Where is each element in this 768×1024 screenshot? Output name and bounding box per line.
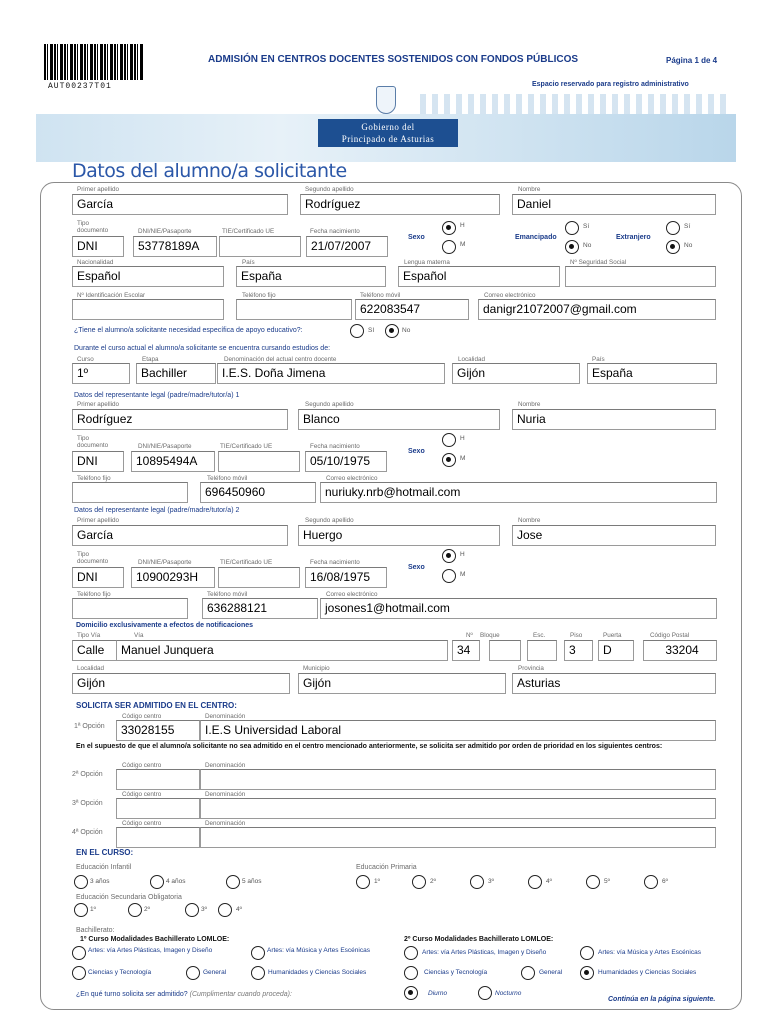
rep2-tel-movil-field[interactable]: 636288121 bbox=[202, 598, 318, 619]
label-bach2-general: General bbox=[539, 969, 563, 976]
dom-cp-field[interactable]: 33204 bbox=[643, 640, 717, 661]
label-h: H bbox=[460, 551, 465, 558]
label-email: Correo electrónico bbox=[326, 591, 378, 598]
apoyo-si-radio[interactable] bbox=[350, 324, 364, 338]
label-localidad: Localidad bbox=[458, 356, 485, 363]
label-tel-movil: Teléfono móvil bbox=[207, 591, 248, 598]
eso-4-radio[interactable] bbox=[218, 903, 232, 917]
label-opcion-2: 2ª Opción bbox=[72, 771, 103, 778]
label-primaria-3: 3º bbox=[488, 878, 494, 885]
primaria-4-radio[interactable] bbox=[528, 875, 542, 889]
alumno-nss-field[interactable] bbox=[565, 266, 716, 287]
extranjero-no-radio[interactable] bbox=[666, 240, 680, 254]
alumno-etapa-field[interactable]: Bachiller bbox=[136, 363, 216, 384]
bach1-artes-musica-radio[interactable] bbox=[251, 946, 265, 960]
label-bach2-ciencias: Ciencias y Tecnología bbox=[424, 969, 488, 976]
op3-codigo-field[interactable] bbox=[116, 798, 200, 819]
rep1-fecha-nac-field[interactable]: 05/10/1975 bbox=[305, 451, 387, 472]
alumno-pais-field[interactable]: España bbox=[236, 266, 386, 287]
label-localidad: Localidad bbox=[77, 665, 104, 672]
rep2-email-field[interactable]: josones1@hotmail.com bbox=[320, 598, 717, 619]
rep1-tel-movil-field[interactable]: 696450960 bbox=[200, 482, 316, 503]
label-cp: Código Postal bbox=[650, 632, 690, 639]
label-tipo-doc: Tipo documento bbox=[77, 220, 109, 234]
label-nacionalidad: Nacionalidad bbox=[77, 259, 114, 266]
rep1-dni-field[interactable]: 10895494A bbox=[131, 451, 215, 472]
label-via: Vía bbox=[134, 632, 144, 639]
label-email: Correo electrónico bbox=[484, 292, 536, 299]
label-h: H bbox=[460, 222, 465, 229]
label-m: M bbox=[460, 455, 466, 462]
label-sexo: Sexo bbox=[408, 234, 425, 241]
alumno-email-field[interactable]: danigr21072007@gmail.com bbox=[478, 299, 716, 320]
alumno-pais-estudios-field[interactable]: España bbox=[587, 363, 717, 384]
label-bach1: 1º Curso Modalidades Bachillerato LOMLOE: bbox=[80, 936, 230, 943]
rep2-heading: Datos del representante legal (padre/madre/tutor/a) 2 bbox=[74, 507, 240, 514]
label-puerta: Puerta bbox=[603, 632, 622, 639]
label-tipo-doc: Tipo documento bbox=[77, 551, 109, 565]
curso-heading: EN EL CURSO: bbox=[76, 848, 134, 857]
label-bach1-humanidades: Humanidades y Ciencias Sociales bbox=[268, 969, 367, 976]
label-dni: DNI/NIE/Pasaporte bbox=[138, 559, 192, 566]
label-eso-1: 1º bbox=[90, 906, 96, 913]
label-primaria-5: 5º bbox=[604, 878, 610, 885]
label-tel-movil: Teléfono móvil bbox=[207, 475, 248, 482]
rep1-email-field[interactable]: nuriuky.nrb@hotmail.com bbox=[320, 482, 717, 503]
gov-line-1: Gobierno del bbox=[361, 122, 415, 132]
label-primaria-4: 4º bbox=[546, 878, 552, 885]
infantil-4-radio[interactable] bbox=[150, 875, 164, 889]
alumno-dni-field[interactable]: 53778189A bbox=[133, 236, 217, 257]
label-pais: País bbox=[242, 259, 255, 266]
page-number: Página 1 de 4 bbox=[666, 56, 718, 65]
label-si: Sí bbox=[583, 223, 590, 230]
section-title: Datos del alumno/a solicitante bbox=[72, 160, 347, 182]
bach1-general-radio[interactable] bbox=[186, 966, 200, 980]
turno-question bbox=[76, 991, 292, 998]
label-denominacion: Denominación bbox=[205, 820, 246, 827]
bach2-artes-plasticas-radio[interactable] bbox=[404, 946, 418, 960]
rep1-heading: Datos del representante legal (padre/madre/tutor/a) 1 bbox=[74, 392, 240, 399]
emancipado-no-radio[interactable] bbox=[565, 240, 579, 254]
rep2-sexo-m-radio[interactable] bbox=[442, 569, 456, 583]
rep2-tie-field[interactable] bbox=[218, 567, 300, 588]
label-eso-4: 4º bbox=[236, 906, 242, 913]
op4-denominacion-field[interactable] bbox=[200, 827, 716, 848]
label-segundo-apellido: Segundo apellido bbox=[305, 517, 354, 524]
label-tipo-via: Tipo Vía bbox=[77, 632, 101, 639]
label-bloque: Bloque bbox=[480, 632, 500, 639]
label-eso-3: 3º bbox=[201, 906, 207, 913]
crest-icon bbox=[376, 86, 396, 114]
eso-2-radio[interactable] bbox=[128, 903, 142, 917]
label-curso: Curso bbox=[77, 356, 94, 363]
document-title: ADMISIÓN EN CENTROS DOCENTES SOSTENIDOS CON FONDOS PÚBLICOS bbox=[208, 54, 579, 65]
dom-municipio-field[interactable]: Gijón bbox=[298, 673, 506, 694]
label-nocturno: Nocturno bbox=[495, 990, 522, 997]
eso-3-radio[interactable] bbox=[185, 903, 199, 917]
label-nie-escolar: Nº Identificación Escolar bbox=[77, 292, 146, 299]
apoyo-question: ¿Tiene el alumno/a solicitante necesidad específica de apoyo educativo?: bbox=[74, 327, 303, 334]
label-ed-primaria: Educación Primaria bbox=[356, 864, 417, 871]
op1-codigo-field[interactable]: 33028155 bbox=[116, 720, 200, 741]
turno-question-text: ¿En qué turno solicita ser admitido? bbox=[76, 991, 188, 998]
label-tie: TIE/Certificado UE bbox=[220, 443, 273, 450]
rep2-fecha-nac-field[interactable]: 16/08/1975 bbox=[305, 567, 387, 588]
label-bach2-artes-musica: Artes: vía Música y Artes Escénicas bbox=[598, 949, 701, 956]
extranjero-si-radio[interactable] bbox=[666, 221, 680, 235]
op4-codigo-field[interactable] bbox=[116, 827, 200, 848]
alumno-sexo-h-radio[interactable] bbox=[442, 221, 456, 235]
label-nss: Nº Seguridad Social bbox=[570, 259, 627, 266]
label-bach1-general: General bbox=[203, 969, 227, 976]
rep2-tipo-doc-field[interactable]: DNI bbox=[72, 567, 124, 588]
supuesto-text: En el supuesto de que el alumno/a solicitante no sea admitido en el centro mencionado anteriormente, se solicita ser admitido por orden de prioridad en los siguientes centros: bbox=[76, 743, 663, 750]
label-primaria-2: 2º bbox=[430, 878, 436, 885]
label-opcion-4: 4ª Opción bbox=[72, 829, 103, 836]
government-logo bbox=[318, 119, 458, 147]
infantil-5-radio[interactable] bbox=[226, 875, 240, 889]
dom-puerta-field[interactable]: D bbox=[598, 640, 634, 661]
label-fecha-nac: Fecha nacimiento bbox=[310, 228, 360, 235]
label-bach1-artes-musica: Artes: vía Música y Artes Escénicas bbox=[267, 947, 370, 954]
alumno-fecha-nac-field[interactable]: 21/07/2007 bbox=[306, 236, 388, 257]
alumno-tipo-doc-field[interactable]: DNI bbox=[72, 236, 124, 257]
alumno-tel-fijo-field[interactable] bbox=[236, 299, 352, 320]
label-ed-eso: Educación Secundaria Obligatoria bbox=[76, 894, 182, 901]
label-opcion-3: 3ª Opción bbox=[72, 800, 103, 807]
alumno-tel-movil-field[interactable]: 622083547 bbox=[355, 299, 469, 320]
label-fecha-nac: Fecha nacimiento bbox=[310, 443, 360, 450]
rep1-segundo-apellido-field[interactable]: Blanco bbox=[298, 409, 500, 430]
primaria-6-radio[interactable] bbox=[644, 875, 658, 889]
rep2-primer-apellido-field[interactable]: García bbox=[72, 525, 288, 546]
label-denominacion: Denominación bbox=[205, 713, 246, 720]
label-si: Sí bbox=[684, 223, 691, 230]
label-emancipado: Emancipado bbox=[515, 234, 557, 241]
apoyo-no-radio[interactable] bbox=[385, 324, 399, 338]
label-denominacion: Denominación bbox=[205, 791, 246, 798]
label-primer-apellido: Primer apellido bbox=[77, 401, 119, 408]
turno-diurno-radio[interactable] bbox=[404, 986, 418, 1000]
label-ed-infantil: Educación Infantil bbox=[76, 864, 132, 871]
alumno-centro-field[interactable]: I.E.S. Doña Jimena bbox=[217, 363, 445, 384]
label-sexo: Sexo bbox=[408, 564, 425, 571]
primaria-5-radio[interactable] bbox=[586, 875, 600, 889]
label-etapa: Etapa bbox=[142, 356, 159, 363]
label-m: M bbox=[460, 241, 466, 248]
label-bach2-humanidades: Humanidades y Ciencias Sociales bbox=[598, 969, 697, 976]
label-tel-fijo: Teléfono fijo bbox=[77, 591, 111, 598]
label-opcion-1: 1ª Opción bbox=[74, 723, 105, 730]
alumno-nombre-field[interactable]: Daniel bbox=[512, 194, 716, 215]
alumno-primer-apellido-field[interactable]: García bbox=[72, 194, 288, 215]
rep1-primer-apellido-field[interactable]: Rodríguez bbox=[72, 409, 288, 430]
dom-esc-field[interactable] bbox=[527, 640, 557, 661]
label-primer-apellido: Primer apellido bbox=[77, 186, 119, 193]
label-segundo-apellido: Segundo apellido bbox=[305, 401, 354, 408]
label-codigo-centro: Código centro bbox=[122, 820, 162, 827]
dom-piso-field[interactable]: 3 bbox=[564, 640, 593, 661]
label-eso-2: 2º bbox=[144, 906, 150, 913]
rep1-tipo-doc-field[interactable]: DNI bbox=[72, 451, 124, 472]
label-email: Correo electrónico bbox=[326, 475, 378, 482]
label-tie: TIE/Certificado UE bbox=[220, 559, 273, 566]
solicita-heading: SOLICITA SER ADMITIDO EN EL CENTRO: bbox=[76, 701, 237, 710]
rep2-dni-field[interactable]: 10900293H bbox=[131, 567, 215, 588]
bach1-artes-plasticas-radio[interactable] bbox=[72, 946, 86, 960]
label-dni: DNI/NIE/Pasaporte bbox=[138, 228, 192, 235]
label-bach2: 2º Curso Modalidades Bachillerato LOMLOE: bbox=[404, 936, 554, 943]
infantil-3-radio[interactable] bbox=[74, 875, 88, 889]
label-primer-apellido: Primer apellido bbox=[77, 517, 119, 524]
alumno-curso-field[interactable]: 1º bbox=[72, 363, 130, 384]
alumno-tie-field[interactable] bbox=[219, 236, 301, 257]
label-sexo: Sexo bbox=[408, 448, 425, 455]
label-tel-fijo: Teléfono fijo bbox=[77, 475, 111, 482]
primaria-1-radio[interactable] bbox=[356, 875, 370, 889]
label-esc: Esc. bbox=[533, 632, 546, 639]
label-bach1-artes-plasticas: Artes: vía Artes Plásticas, Imagen y Diseño bbox=[88, 947, 213, 954]
rep2-tel-fijo-field[interactable] bbox=[72, 598, 188, 619]
emancipado-si-radio[interactable] bbox=[565, 221, 579, 235]
dom-provincia-field[interactable]: Asturias bbox=[512, 673, 716, 694]
alumno-nacionalidad-field[interactable]: Español bbox=[72, 266, 224, 287]
label-infantil-3: 3 años bbox=[90, 878, 110, 885]
dom-localidad-field[interactable]: Gijón bbox=[72, 673, 290, 694]
label-h: H bbox=[460, 435, 465, 442]
rep2-nombre-field[interactable]: Jose bbox=[512, 525, 716, 546]
dom-tipo-via-field[interactable]: Calle bbox=[72, 640, 128, 661]
primaria-3-radio[interactable] bbox=[470, 875, 484, 889]
label-piso: Piso bbox=[570, 632, 583, 639]
barcode-text: AUT00237T01 bbox=[48, 82, 112, 91]
continua-text: Continúa en la página siguiente. bbox=[608, 996, 716, 1003]
rep2-sexo-h-radio[interactable] bbox=[442, 549, 456, 563]
bach1-humanidades-radio[interactable] bbox=[251, 966, 265, 980]
bach1-ciencias-radio[interactable] bbox=[72, 966, 86, 980]
label-tie: TIE/Certificado UE bbox=[222, 228, 275, 235]
op3-denominacion-field[interactable] bbox=[200, 798, 716, 819]
label-no: No bbox=[684, 242, 693, 249]
label-primaria-1: 1º bbox=[374, 878, 380, 885]
label-tel-fijo: Teléfono fijo bbox=[242, 292, 276, 299]
dom-num-field[interactable]: 34 bbox=[452, 640, 480, 661]
label-tel-movil: Teléfono móvil bbox=[360, 292, 401, 299]
rep1-tel-fijo-field[interactable] bbox=[72, 482, 188, 503]
label-dni: DNI/NIE/Pasaporte bbox=[138, 443, 192, 450]
label-m: M bbox=[460, 571, 466, 578]
label-num: Nº bbox=[466, 632, 473, 639]
label-no: No bbox=[402, 327, 411, 334]
label-codigo-centro: Código centro bbox=[122, 713, 162, 720]
label-pais-estudios: País bbox=[592, 356, 605, 363]
eso-1-radio[interactable] bbox=[74, 903, 88, 917]
label-infantil-4: 4 años bbox=[166, 878, 186, 885]
label-extranjero: Extranjero bbox=[616, 234, 651, 241]
rep2-segundo-apellido-field[interactable]: Huergo bbox=[298, 525, 500, 546]
alumno-sexo-m-radio[interactable] bbox=[442, 240, 456, 254]
label-municipio: Municipio bbox=[303, 665, 330, 672]
label-bach2-artes-plasticas: Artes: vía Artes Plásticas, Imagen y Diseño bbox=[422, 949, 547, 956]
bach2-general-radio[interactable] bbox=[521, 966, 535, 980]
label-diurno: Diurno bbox=[428, 990, 448, 997]
label-si2: SI bbox=[368, 327, 375, 334]
alumno-localidad-field[interactable]: Gijón bbox=[452, 363, 580, 384]
label-tipo-doc: Tipo documento bbox=[77, 435, 109, 449]
rep1-nombre-field[interactable]: Nuria bbox=[512, 409, 716, 430]
label-fecha-nac: Fecha nacimiento bbox=[310, 559, 360, 566]
rep1-sexo-m-radio[interactable] bbox=[442, 453, 456, 467]
label-bachillerato: Bachillerato: bbox=[76, 927, 115, 934]
dom-via-field[interactable]: Manuel Junquera bbox=[116, 640, 448, 661]
turno-note: (Cumplimentar cuando proceda): bbox=[189, 991, 292, 998]
label-provincia: Provincia bbox=[518, 665, 544, 672]
barcode bbox=[44, 44, 144, 80]
label-denominacion: Denominación bbox=[205, 762, 246, 769]
label-denom-centro: Denominación del actual centro docente bbox=[224, 356, 337, 363]
label-bach1-ciencias: Ciencias y Tecnología bbox=[88, 969, 152, 976]
op2-denominacion-field[interactable] bbox=[200, 769, 716, 790]
label-lengua: Lengua materna bbox=[404, 259, 450, 266]
rep1-sexo-h-radio[interactable] bbox=[442, 433, 456, 447]
op1-denominacion-field[interactable]: I.E.S Universidad Laboral bbox=[200, 720, 716, 741]
rep1-tie-field[interactable] bbox=[218, 451, 300, 472]
alumno-segundo-apellido-field[interactable]: Rodríguez bbox=[300, 194, 500, 215]
alumno-lengua-field[interactable]: Español bbox=[398, 266, 560, 287]
alumno-nie-escolar-field[interactable] bbox=[72, 299, 224, 320]
bach2-ciencias-radio[interactable] bbox=[404, 966, 418, 980]
gov-line-2: Principado de Asturias bbox=[341, 134, 435, 144]
label-segundo-apellido: Segundo apellido bbox=[305, 186, 354, 193]
label-codigo-centro: Código centro bbox=[122, 791, 162, 798]
label-infantil-5: 5 años bbox=[242, 878, 262, 885]
op2-codigo-field[interactable] bbox=[116, 769, 200, 790]
label-nombre: Nombre bbox=[518, 186, 541, 193]
estudios-heading: Durante el curso actual el alumno/a solicitante se encuentra cursando estudios de: bbox=[74, 345, 331, 352]
registry-reserved-label: Espacio reservado para registro administrativo bbox=[532, 81, 689, 88]
domicilio-heading: Domicilio exclusivamente a efectos de notificaciones bbox=[76, 622, 254, 629]
bach2-humanidades-radio[interactable] bbox=[580, 966, 594, 980]
label-primaria-6: 6º bbox=[662, 878, 668, 885]
label-no: No bbox=[583, 242, 592, 249]
turno-nocturno-radio[interactable] bbox=[478, 986, 492, 1000]
label-codigo-centro: Código centro bbox=[122, 762, 162, 769]
bach2-artes-musica-radio[interactable] bbox=[580, 946, 594, 960]
primaria-2-radio[interactable] bbox=[412, 875, 426, 889]
dom-bloque-field[interactable] bbox=[489, 640, 521, 661]
label-nombre: Nombre bbox=[518, 401, 541, 408]
banner-decoration bbox=[420, 94, 730, 116]
label-nombre: Nombre bbox=[518, 517, 541, 524]
